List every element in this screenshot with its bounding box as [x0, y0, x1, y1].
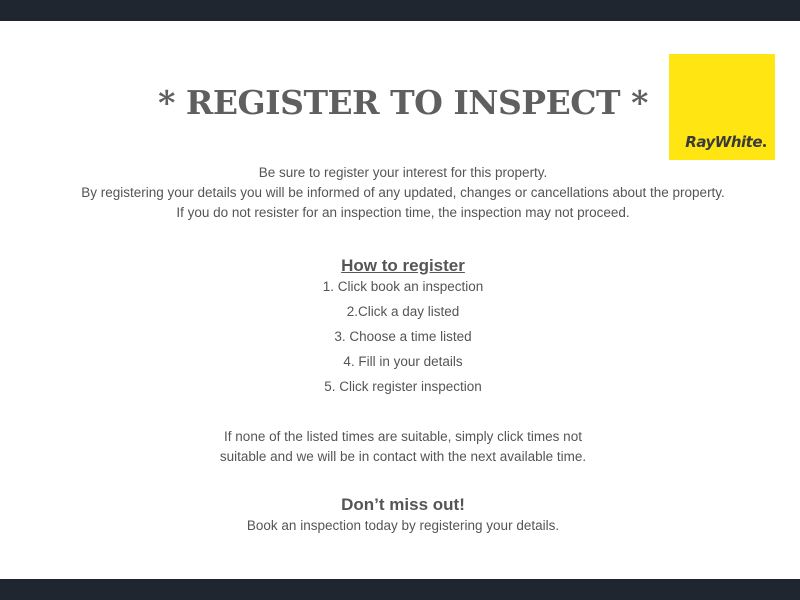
how-to-register-heading: How to register [341, 256, 465, 275]
page-title: * REGISTER TO INSPECT * [158, 83, 648, 122]
note-line-2: suitable and we will be in contact with the next available time. [219, 449, 587, 464]
intro-line-2: By registering your details you will be informed of any updated, changes or cancellations about the property. [81, 185, 725, 200]
closing-text: Book an inspection today by registering your details. [246, 518, 560, 533]
logo-dot [763, 144, 766, 147]
step-1: 1. Click book an inspection [322, 279, 484, 294]
raywhite-logo [669, 54, 775, 160]
top-bar [0, 0, 800, 21]
step-2: 2.Click a day listed [346, 304, 460, 319]
intro-line-3: If you do not resister for an inspection time, the inspection may not proceed. [176, 205, 630, 220]
intro-line-1: Be sure to register your interest for this property. [258, 165, 548, 180]
note-line-1: If none of the listed times are suitable, simply click times not [224, 429, 582, 444]
dont-miss-out-heading: Don’t miss out! [341, 495, 465, 514]
step-5: 5. Click register inspection [324, 379, 482, 394]
bottom-bar [0, 579, 800, 600]
logo-text: RayWhite [685, 133, 762, 151]
step-4: 4. Fill in your details [343, 354, 463, 369]
step-3: 3. Choose a time listed [334, 329, 472, 344]
content-panel [0, 21, 800, 579]
